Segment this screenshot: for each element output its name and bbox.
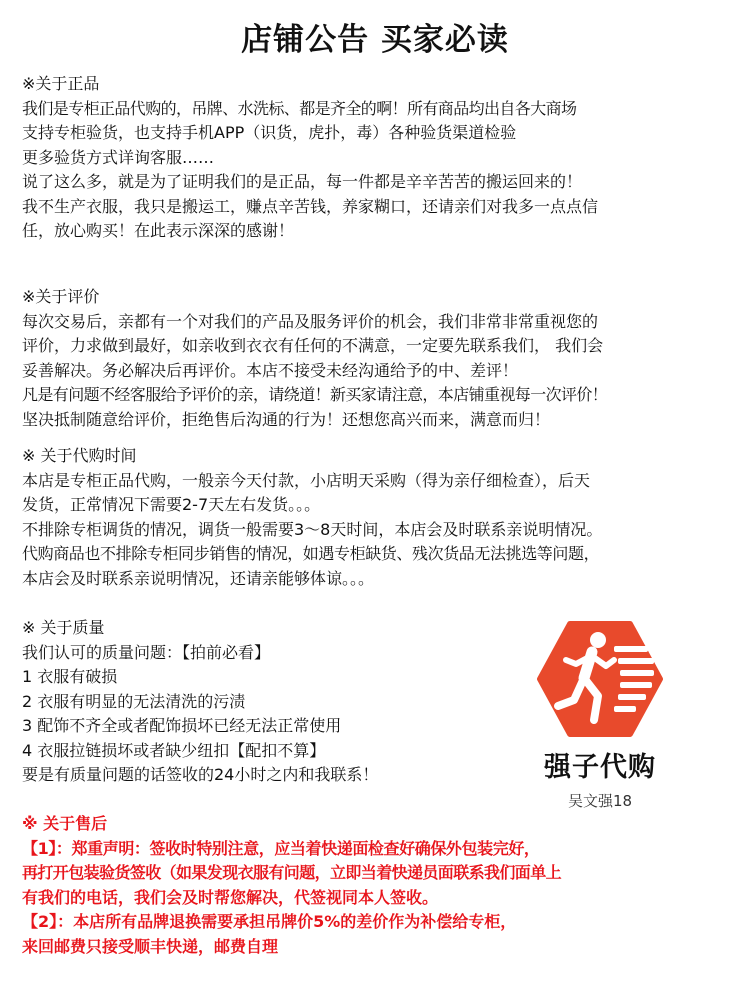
text-line: 发货，正常情况下需要2-7天左右发货。。。 (22, 495, 321, 514)
text-line: 我们是专柜正品代购的，吊牌、水洗标、都是齐全的啊！所有商品均出自各大商场 (22, 98, 577, 118)
text-line: 我们认可的质量问题：【拍前必看】 (22, 642, 271, 662)
section-review (22, 285, 607, 432)
section-timing (22, 444, 602, 591)
text-line: 要是有质量问题的话签收的24小时之内和我联系！ (22, 765, 379, 784)
section-quality (22, 616, 378, 788)
text-line: 代购商品也不排除专柜同步销售的情况，如遇专柜缺货、残次货品无法挑选等问题， (22, 544, 600, 563)
text-line: 说了这么多，就是为了证明我们的是正品，每一件都是辛辛苦苦的搬运回来的！ (22, 172, 583, 191)
text-line: 妥善解决。务必解决后再评价。本店不接受未经沟通给予的中、差评！ (22, 360, 519, 380)
brand-name: 强子代购 (544, 752, 656, 783)
text-line: 坚决抵制随意给评价，拒绝售后沟通的行为！还想您高兴而来，满意而归！ (22, 409, 551, 429)
section-heading: ※关于正品 (22, 74, 100, 93)
text-line: 3 配饰不齐全或者配饰损坏已经无法正常使用 (22, 716, 342, 735)
section-heading: ※ 关于质量 (22, 618, 105, 637)
text-line: 有我们的电话，我们会及时帮您解决，代签视同本人签收。 (22, 887, 439, 907)
running-man-hexagon-icon (536, 620, 664, 738)
text-line: 4 衣服拉链损坏或者缺少纽扣【配扣不算】 (22, 740, 326, 760)
text-line: 【1】：郑重声明：签收时特别注意，应当着快递面检查好确保外包装完好， (22, 838, 540, 858)
section-heading: ※关于评价 (22, 287, 100, 306)
text-line: 我不生产衣服，我只是搬运工，赚点辛苦钱，养家糊口，还请亲们对我多一点点信 (22, 196, 599, 216)
text-line: 【2】：本店所有品牌退换需要承担吊牌价5%的差价作为补偿给专柜， (22, 912, 517, 931)
text-line: 1 衣服有破损 (22, 667, 118, 686)
text-line: 2 衣服有明显的无法清洗的污渍 (22, 691, 246, 711)
section-aftersale (22, 812, 561, 959)
text-line: 支持专柜验货，也支持手机APP（识货，虎扑，毒）各种验货渠道检验 (22, 123, 517, 142)
section-genuine (22, 72, 598, 244)
section-heading: ※ 关于代购时间 (22, 446, 137, 465)
text-line: 更多验货方式详询客服…… (22, 147, 215, 167)
section-heading: ※ 关于售后 (22, 814, 108, 833)
text-line: 任，放心购买！在此表示深深的感谢！ (22, 221, 295, 240)
brand-handle: 吴文强18 (567, 792, 633, 810)
text-line: 本店会及时联系亲说明情况，还请亲能够体谅。。。 (22, 568, 375, 588)
text-line: 每次交易后，亲都有一个对我们的产品及服务评价的机会，我们非常非常重视您的 (22, 311, 599, 331)
page-title: 店铺公告 买家必读 (241, 22, 509, 58)
text-line: 不排除专柜调货的情况，调货一般需要3～8天时间，本店会及时联系亲说明情况。 (22, 519, 603, 539)
text-line: 本店是专柜正品代购，一般亲今天付款，小店明天采购（得为亲仔细检查），后天 (22, 470, 591, 490)
text-line: 凡是有问题不经客服给予评价的亲，请绕道！新买家请注意，本店铺重视每一次评价！ (22, 385, 608, 404)
text-line: 来回邮费只接受顺丰快递，邮费自理 (22, 936, 279, 956)
text-line: 评价，力求做到最好，如亲收到衣衣有任何的不满意，一定要先联系我们， 我们会 (22, 336, 604, 355)
text-line: 再打开包装验货签收（如果发现衣服有问题，立即当着快递员面联系我们面单上 (22, 863, 562, 882)
